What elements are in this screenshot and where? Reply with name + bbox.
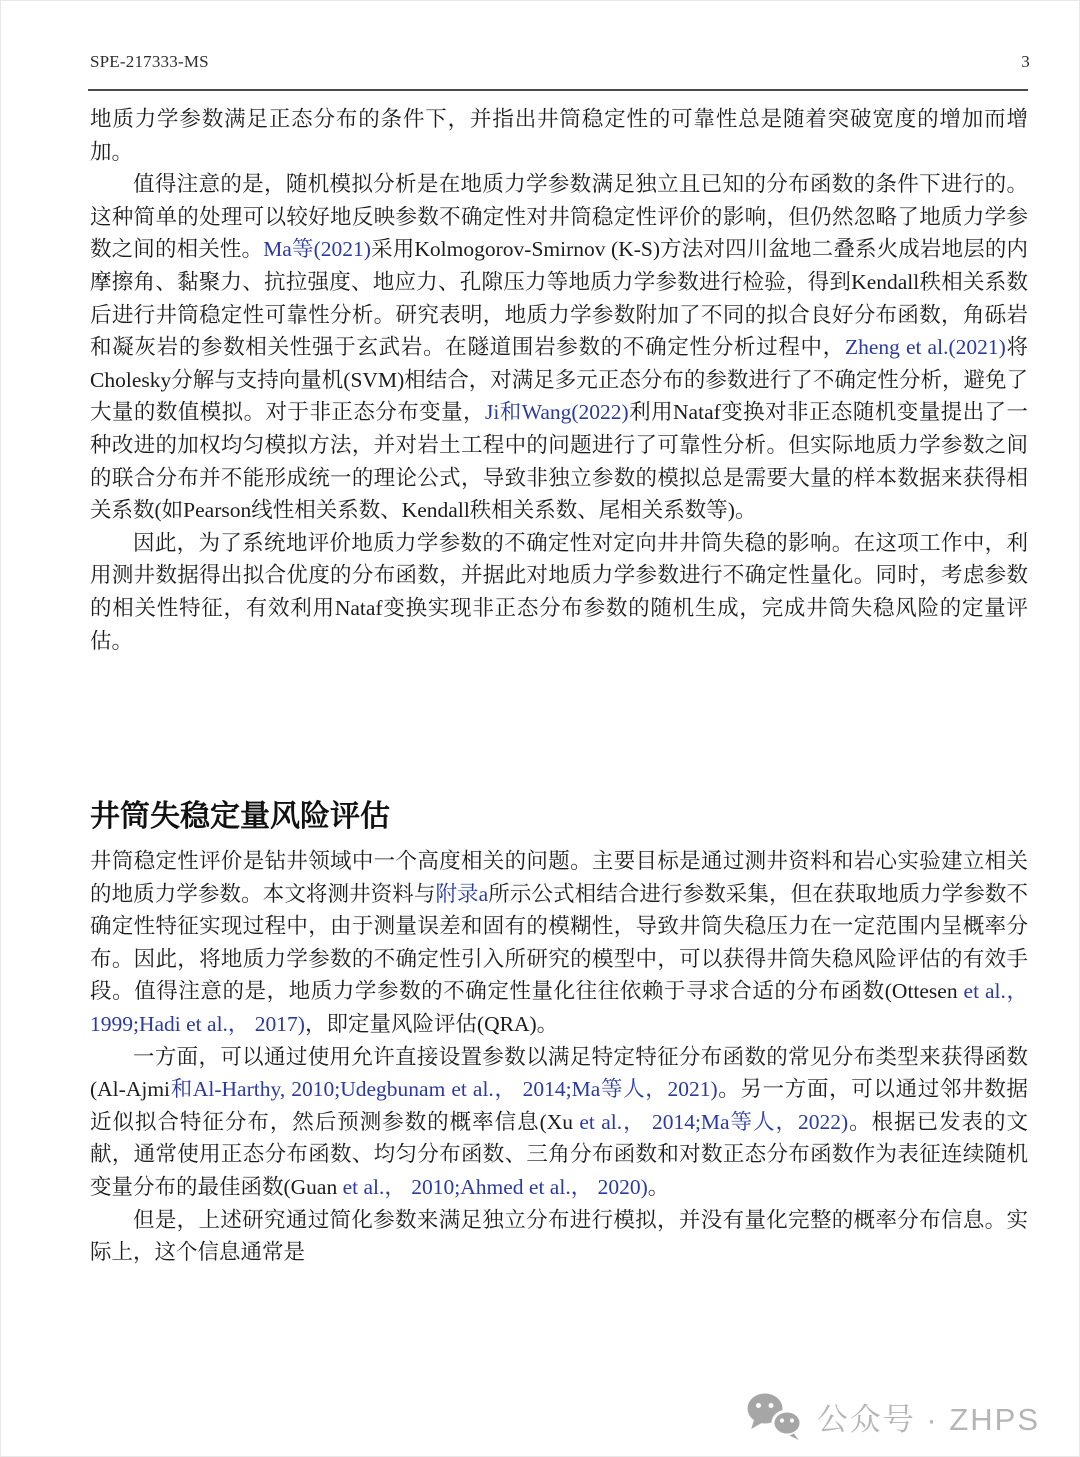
text-run: 值得注意的是，随机模拟分析是在地质力学参数满足独立且已知的分布函数的条件下进行的。这种简单的处理可以较好地反映参数不确定性对井筒稳定性评价的影响，但仍然忽略了地质力学参数之间的相关性。: [90, 172, 1028, 262]
text-run: ，即定量风险评估(QRA)。: [304, 1012, 559, 1037]
page-header: [90, 52, 1030, 72]
text-run: 因此，为了系统地评价地质力学参数的不确定性对定向井井筒失稳的影响。在这项工作中，利用测井数据得出拟合优度的分布函数，并据此对地质力学参数进行不确定性量化。同时，考虑参数的相关性特征，有效利用Nataf变换实现非正态分布参数的随机生成，完成井筒失稳风险的定量评估。: [90, 530, 1028, 653]
page-number: 3: [1021, 52, 1030, 71]
paragraph-stochastic-simulation: [90, 168, 1028, 527]
text-run: 井筒稳定性评价是钻井领域中一个高度相关的问题。主要目标是通过测井资料和岩心实验建立相关的地质力学参数。本文将测井资料与: [90, 849, 1028, 906]
citation-link[interactable]: 和Al-Harthy, 2010;Udegbunam et al.， 2014;Ma等人，2021): [170, 1077, 718, 1102]
citation-link[interactable]: Zheng et al.(2021): [844, 335, 1006, 360]
document-body: [90, 103, 1028, 1269]
document-id: SPE-217333-MS: [90, 52, 209, 71]
watermark: [745, 1391, 1040, 1441]
paragraph-distribution-types: [90, 1041, 1028, 1204]
text-run: 利用Nataf变换对非正态随机变量提出了一种改进的加权均匀模拟方法，并对岩土工程中的问题进行了可靠性分析。但实际地质力学参数之间的联合分布并不能形成统一的理论公式，导致非独立参数的模拟总是需要大量的样本数据来获得相关系数(如Pearson线性相关系数、Kendall秩相关系数、尾相关系数等)。: [90, 400, 1028, 523]
text-run: 。另一方面，可以通过邻井数据近似拟合特征分布，然后预测参数的概率信息(Xu: [90, 1077, 1028, 1134]
text-run: 将Cholesky分解与支持向量机(SVM)相结合，对满足多元正态分布的参数进行了不确定性分析，避免了大量的数值模拟。对于非正态分布变量，: [90, 335, 1028, 425]
citation-link[interactable]: et al.， 2010;Ahmed et al.， 2020): [342, 1175, 648, 1200]
citation-link[interactable]: et al.， 1999;Hadi et al.， 2017): [90, 979, 1028, 1037]
text-run: 但是，上述研究通过简化参数来满足独立分布进行模拟，并没有量化完整的概率分布信息。实际上，这个信息通常是: [90, 1207, 1028, 1265]
text-run: 一方面，可以通过使用允许直接设置参数以满足特定特征分布函数的常见分布类型来获得函数(Al-Ajmi: [90, 1044, 1028, 1102]
citation-link[interactable]: 附录a: [435, 881, 489, 906]
text-run: 地质力学参数满足正态分布的条件下，并指出井筒稳定性的可靠性总是随着突破宽度的增加而增加。: [90, 107, 1028, 164]
text-run: 采用Kolmogorov-Smirnov (K-S)方法对四川盆地二叠系火成岩地层的内摩擦角、黏聚力、抗拉强度、地应力、孔隙压力等地质力学参数进行检验，得到Kendall秩相关系数后进行井筒稳定性可靠性分析。研究表明，地质力学参数附加了不同的拟合良好分布函数，角砾岩和凝灰岩的参数相关性强于玄武岩。在隧道围岩参数的不确定性分析过程中，: [90, 237, 1028, 360]
section-heading: 井筒失稳定量风险评估: [90, 800, 390, 834]
paragraph-continuation: [90, 103, 1028, 168]
text-run: 。: [647, 1175, 670, 1200]
paragraph-limitations: [90, 1204, 1028, 1269]
citation-link[interactable]: et al.， 2014;Ma等人，2022): [579, 1109, 849, 1134]
citation-link[interactable]: Ji和Wang(2022): [485, 400, 629, 425]
paragraph-wellbore-stability: [90, 845, 1028, 1041]
paragraph-purpose: [90, 527, 1028, 657]
wechat-icon: [745, 1391, 803, 1441]
text-run: 所示公式相结合进行参数采集，但在获取地质力学参数不确定性特征实现过程中，由于测量误差和固有的模糊性，导致井筒失稳压力在一定范围内呈概率分布。因此，将地质力学参数的不确定性引入所研究的模型中，可以获得井筒失稳风险评估的有效手段。值得注意的是，地质力学参数的不确定性量化往往依赖于寻求合适的分布函数(Ottesen: [90, 881, 1028, 1004]
header-rule: [88, 89, 1028, 91]
citation-link[interactable]: Ma等(2021): [263, 237, 371, 262]
text-run: 。根据已发表的文献，通常使用正态分布函数、均匀分布函数、三角分布函数和对数正态分布函数作为表征连续随机变量分布的最佳函数(Guan: [90, 1109, 1028, 1200]
watermark-text: 公众号 · ZHPS: [816, 1401, 1040, 1437]
